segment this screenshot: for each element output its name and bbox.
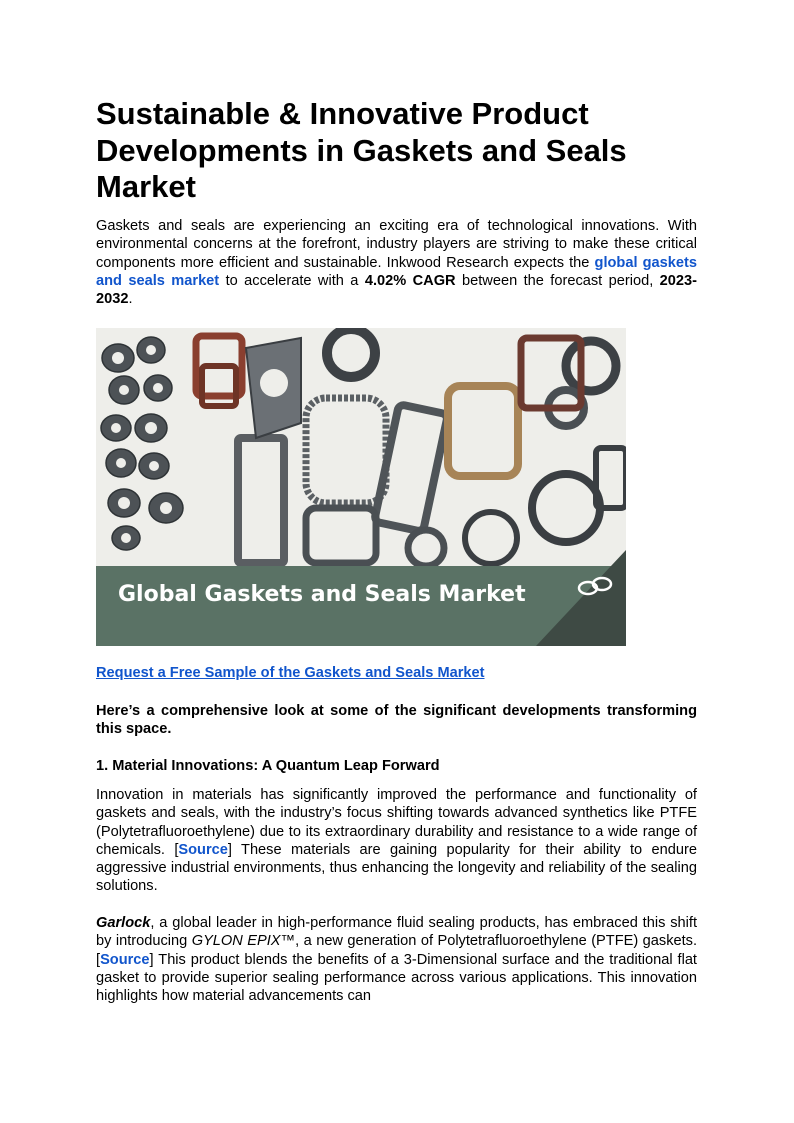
intro-text: .	[128, 291, 133, 308]
intro-text: Gaskets and seals are experiencing an exciting era of technological innovations. With environmental concerns at the forefront, industry players are striving to make these critical components more efficient and sustainable. Inkwood Research expects the	[96, 218, 697, 271]
body-text: Innovation in materials has significantly improved the performance and functionality of gaskets and seals, with the industry’s focus shifting towards advanced synthetics like PTFE (Polytetrafluoroethylene) due to its extraordinary durability and resistance to a wide range of chemicals. [	[96, 787, 697, 858]
lead-paragraph: Here’s a comprehensive look at some of the significant developments transforming this space.	[96, 703, 697, 738]
body-text: ] This product blends the benefits of a 3-Dimensional surface and the traditional flat gasket to provide superior sealing performance across various applications. This innovation highlights how material advancements can	[96, 951, 697, 1005]
section-paragraph-1	[96, 786, 697, 896]
body-text: ™, a new generation of Polytetrafluoroethylene (PTFE) gaskets. [	[96, 933, 698, 968]
market-link[interactable]: global gaskets and seals market	[96, 254, 697, 289]
page-title: Sustainable & Innovative Product Developments in Gaskets and Seals Market	[96, 96, 627, 204]
intro-paragraph	[96, 217, 697, 308]
intro-text: to accelerate with a	[219, 272, 365, 289]
banner-title: Global Gaskets and Seals Market	[118, 582, 526, 607]
cagr-value: 4.02% CAGR	[364, 272, 456, 289]
body-text: , a global leader in high-performance fluid sealing products, has embraced this shift by introducing	[96, 915, 697, 950]
company-name: Garlock	[96, 915, 151, 931]
forecast-period: 2023-2032	[96, 272, 697, 308]
seal-rings-icon	[576, 572, 616, 600]
product-name: GYLON EPIX	[191, 933, 281, 950]
section-paragraph-2	[96, 914, 697, 1005]
source-link[interactable]: Source	[178, 841, 228, 858]
section-heading: 1. Material Innovations: A Quantum Leap Forward	[96, 758, 440, 774]
source-link[interactable]: Source	[100, 951, 150, 968]
intro-text: between the forecast period,	[455, 272, 660, 289]
free-sample-link[interactable]: Request a Free Sample of the Gaskets and Seals Market	[96, 665, 485, 681]
hero-image	[96, 328, 626, 646]
body-text: ] These materials are gaining popularity for their ability to endure aggressive industrial environments, thus enhancing the longevity and reliability of the sealing solutions.	[96, 841, 697, 895]
